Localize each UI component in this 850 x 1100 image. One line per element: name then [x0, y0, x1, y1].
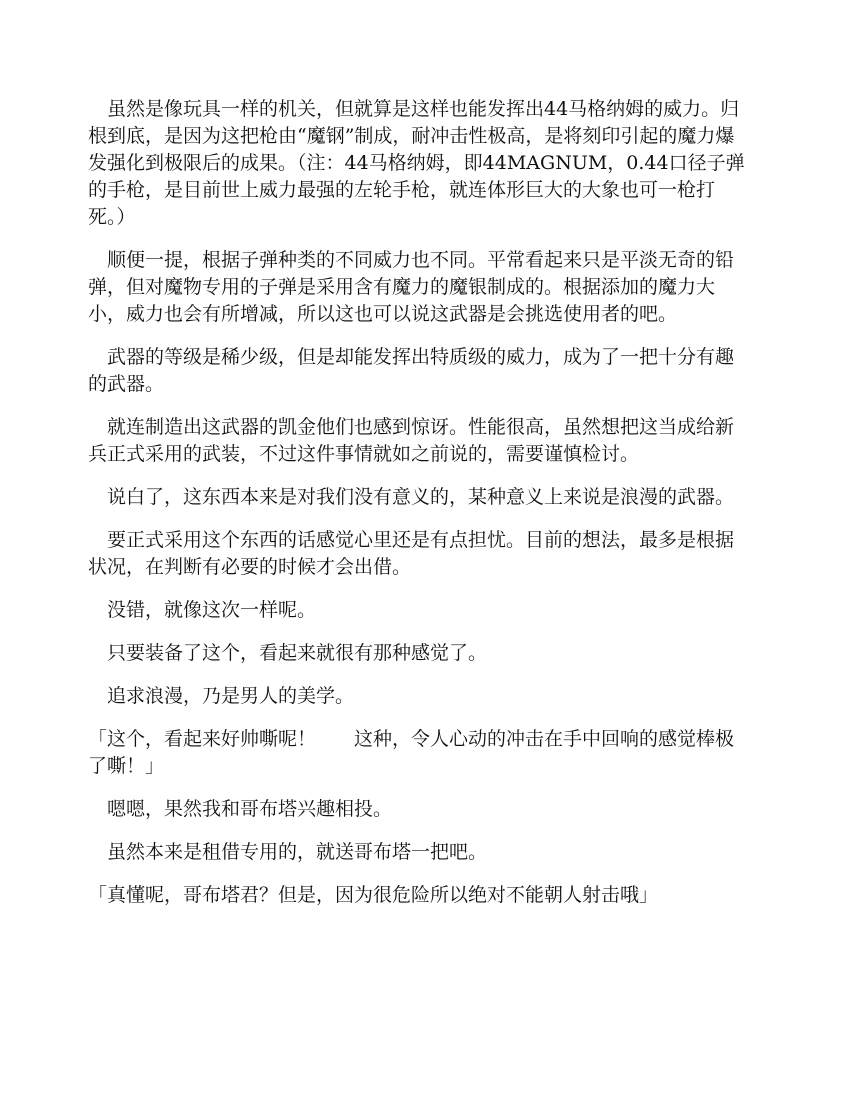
dialogue-line-1: 「这个，看起来好帅嘶呢！ 这种，令人心动的冲击在手中回响的感觉棒极了嘶！」: [88, 728, 735, 777]
paragraph-2: 顺便一提，根据子弹种类的不同威力也不同。平常看起来只是平淡无奇的铅弹，但对魔物专用的子弹是采用含有魔力的魔银制成的。根据添加的魔力大小，威力也会有所增减，所以这也可以说这武器是会挑选使用者的吧。: [88, 249, 735, 325]
paragraph-4: 就连制造出这武器的凯金他们也感到惊讶。性能很高，虽然想把这当成给新兵正式采用的武装，不过这件事情就如之前说的，需要谨慎检讨。: [88, 416, 735, 465]
paragraph-9: 追求浪漫，乃是男人的美学。: [88, 685, 355, 707]
paragraph-3: 武器的等级是稀少级，但是却能发挥出特质级的威力，成为了一把十分有趣的武器。: [88, 346, 735, 395]
paragraph-1: 虽然是像玩具一样的机关，但就算是这样也能发挥出44马格纳姆的威力。归根到底，是因为这把枪由“魔钢”制成，耐冲击性极高，是将刻印引起的魔力爆发强化到极限后的成果。（注：44马格纳姆，即44MAGNUM，0.44口径子弹的手枪，是目前世上威力最强的左轮手枪，就连体形巨大的大象也可一枪打死。）: [88, 98, 745, 228]
document-page: [88, 96, 752, 925]
paragraph-5: 说白了，这东西本来是对我们没有意义的，某种意义上来说是浪漫的武器。: [88, 486, 735, 508]
dialogue-line-2: 「真懂呢，哥布塔君？但是，因为很危险所以绝对不能朝人射击哦」: [88, 884, 659, 906]
paragraph-6: 要正式采用这个东西的话感觉心里还是有点担忧。目前的想法，最多是根据状况，在判断有必要的时候才会出借。: [88, 529, 735, 578]
paragraph-8: 只要装备了这个，看起来就很有那种感觉了。: [88, 642, 488, 664]
paragraph-7: 没错，就像这次一样呢。: [88, 599, 317, 621]
paragraph-11: 虽然本来是租借专用的，就送哥布塔一把吧。: [88, 841, 488, 863]
paragraph-10: 嗯嗯，果然我和哥布塔兴趣相投。: [88, 798, 393, 820]
